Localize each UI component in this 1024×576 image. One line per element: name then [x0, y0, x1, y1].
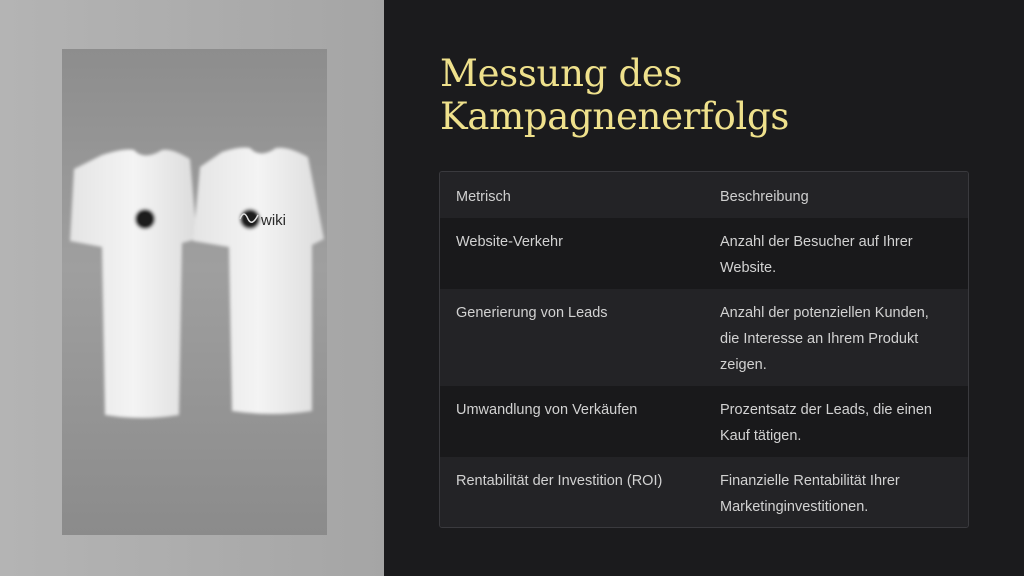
left-tshirt — [70, 150, 197, 418]
metric-cell: Umwandlung von Verkäufen — [456, 402, 638, 418]
metric-cell: Generierung von Leads — [456, 305, 608, 321]
table-row — [440, 457, 968, 528]
tshirt-photo — [62, 49, 327, 535]
description-cell: Anzahl der potenziellen Kunden, die Interesse an Ihrem Produkt zeigen. — [720, 305, 929, 373]
left-panel — [0, 0, 384, 576]
tshirts-illustration — [62, 49, 327, 535]
description-cell: Prozentsatz der Leads, die einen Kauf tätigen. — [720, 402, 932, 444]
table-row — [440, 386, 968, 457]
header-metric: Metrisch — [456, 189, 511, 205]
left-logo-icon — [135, 209, 155, 229]
table-header-row — [440, 172, 968, 218]
description-cell: Finanzielle Rentabilität Ihrer Marketinginvestitionen. — [720, 473, 900, 515]
description-cell: Anzahl der Besucher auf Ihrer Website. — [720, 234, 913, 276]
header-description: Beschreibung — [720, 189, 809, 205]
right-tshirt — [193, 148, 324, 415]
metric-cell: Rentabilität der Investition (ROI) — [456, 473, 663, 489]
metrics-table — [439, 171, 969, 528]
slide-title: Messung des Kampagnenerfolgs — [440, 52, 790, 138]
table-row — [440, 289, 968, 386]
metric-cell: Website-Verkehr — [456, 234, 563, 250]
table-row — [440, 218, 968, 289]
right-logo-text: wiki — [261, 212, 286, 229]
right-logo-icon — [240, 209, 260, 229]
